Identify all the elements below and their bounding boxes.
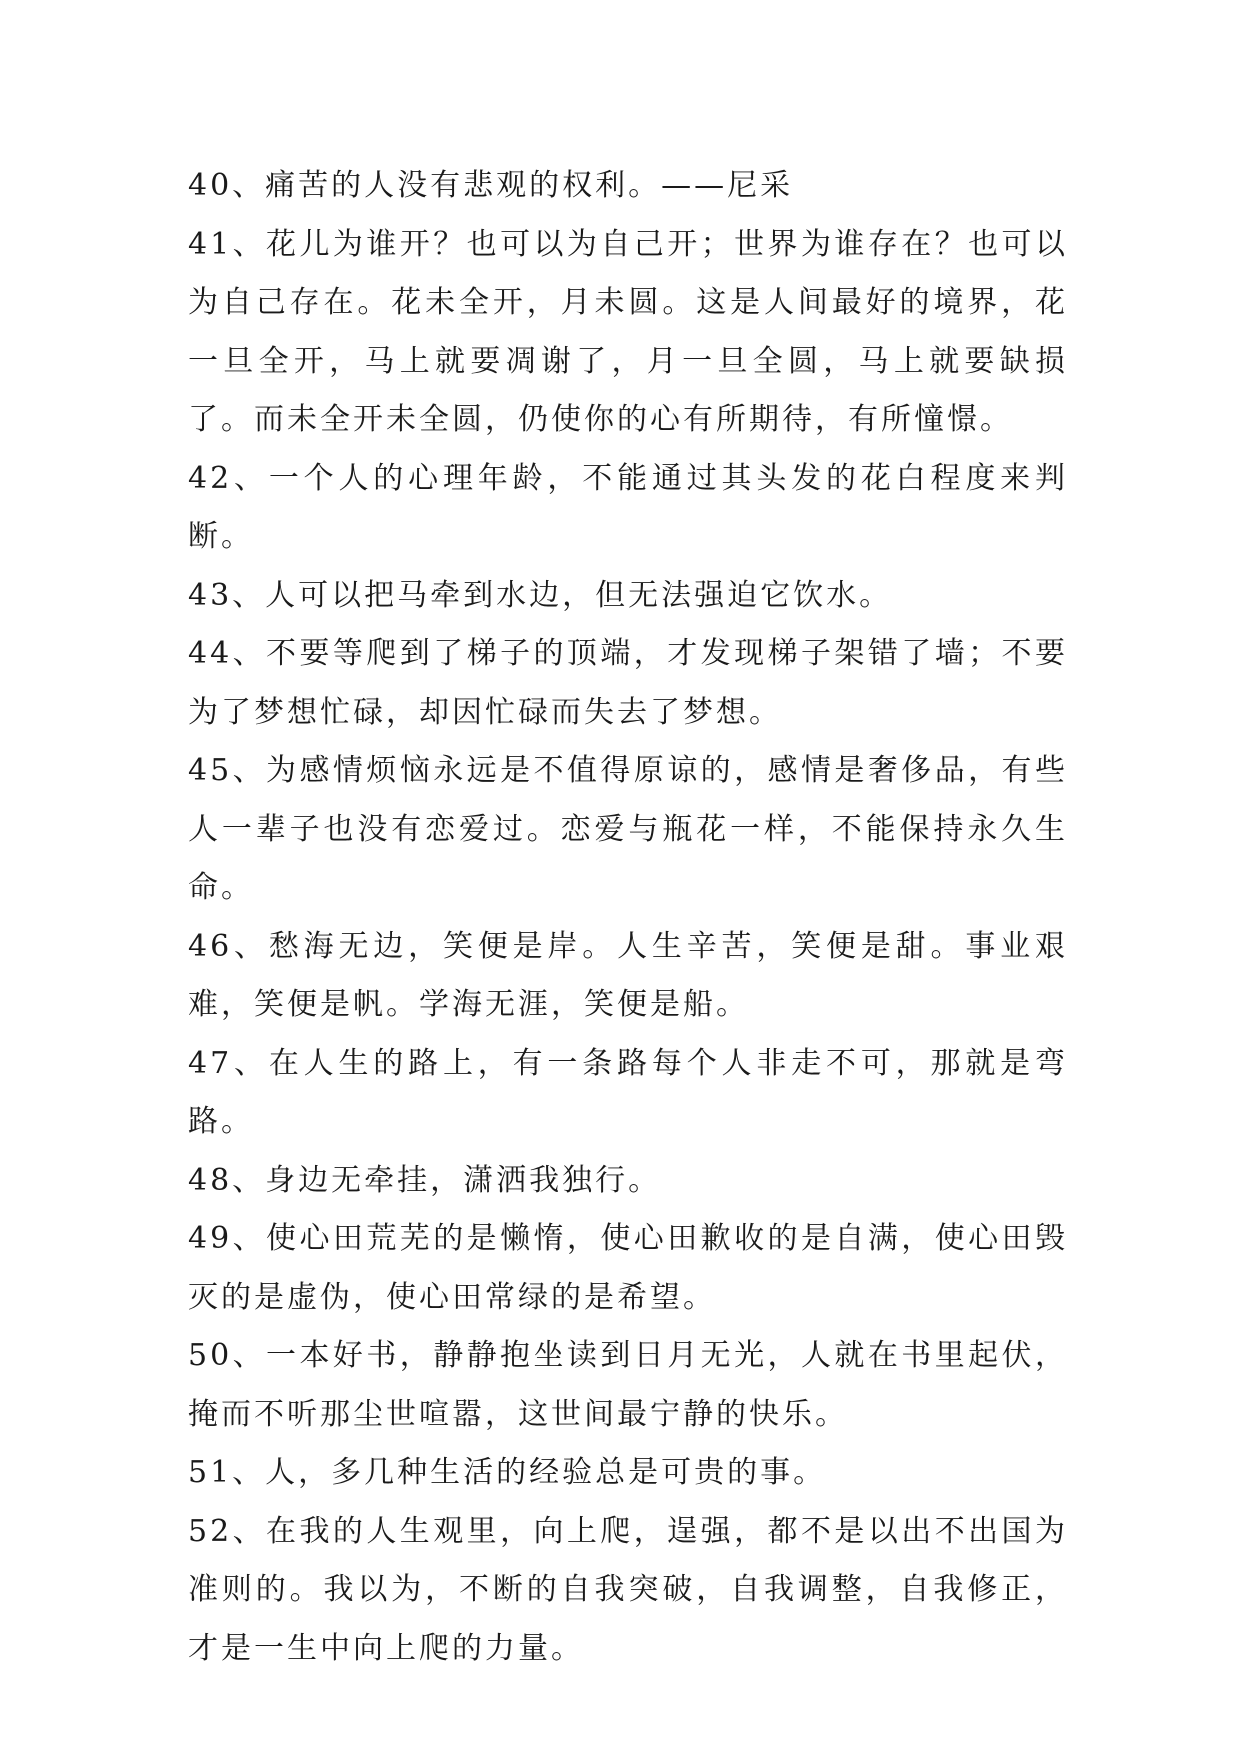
quote-43: 43、人可以把马牵到水边，但无法强迫它饮水。 [188,577,893,613]
quote-47: 47、在人生的路上，有一条路每个人非走不可，那就是弯路。 [188,1045,1068,1139]
document-body [188,157,1068,1678]
quote-52: 52、在我的人生观里，向上爬，逞强，都不是以出不出国为准则的。我以为，不断的自我突破，自我调整，自我修正，才是一生中向上爬的力量。 [188,1513,1068,1666]
quote-49: 49、使心田荒芜的是懒惰，使心田歉收的是自满，使心田毁灭的是虚伪，使心田常绿的是希望。 [188,1221,1068,1315]
quote-50: 50、一本好书，静静抱坐读到日月无光，人就在书里起伏，掩而不听那尘世喧嚣，这世间最宁静的快乐。 [188,1338,1068,1432]
quote-48: 48、身边无牵挂，潇洒我独行。 [188,1162,662,1198]
quote-51: 51、人，多几种生活的经验总是可贵的事。 [188,1455,827,1490]
quote-41: 41、花儿为谁开？也可以为自己开；世界为谁存在？也可以为自己存在。花未全开，月未圆。这是人间最好的境界，花一旦全开，马上就要凋谢了，月一旦全圆，马上就要缺损了。而未全开未全圆，仍使你的心有所期待，有所憧憬。 [188,226,1068,437]
quote-44: 44、不要等爬到了梯子的顶端，才发现梯子架错了墙；不要为了梦想忙碌，却因忙碌而失去了梦想。 [188,636,1068,730]
quote-46: 46、愁海无边，笑便是岸。人生辛苦，笑便是甜。事业艰难，笑便是帆。学海无涯，笑便是船。 [188,928,1068,1022]
quote-45: 45、为感情烦恼永远是不值得原谅的，感情是奢侈品，有些人一辈子也没有恋爱过。恋爱与瓶花一样，不能保持永久生命。 [188,753,1068,905]
quote-40: 40、痛苦的人没有悲观的权利。——尼采 [188,168,794,203]
quote-42: 42、一个人的心理年龄，不能通过其头发的花白程度来判断。 [188,460,1068,554]
